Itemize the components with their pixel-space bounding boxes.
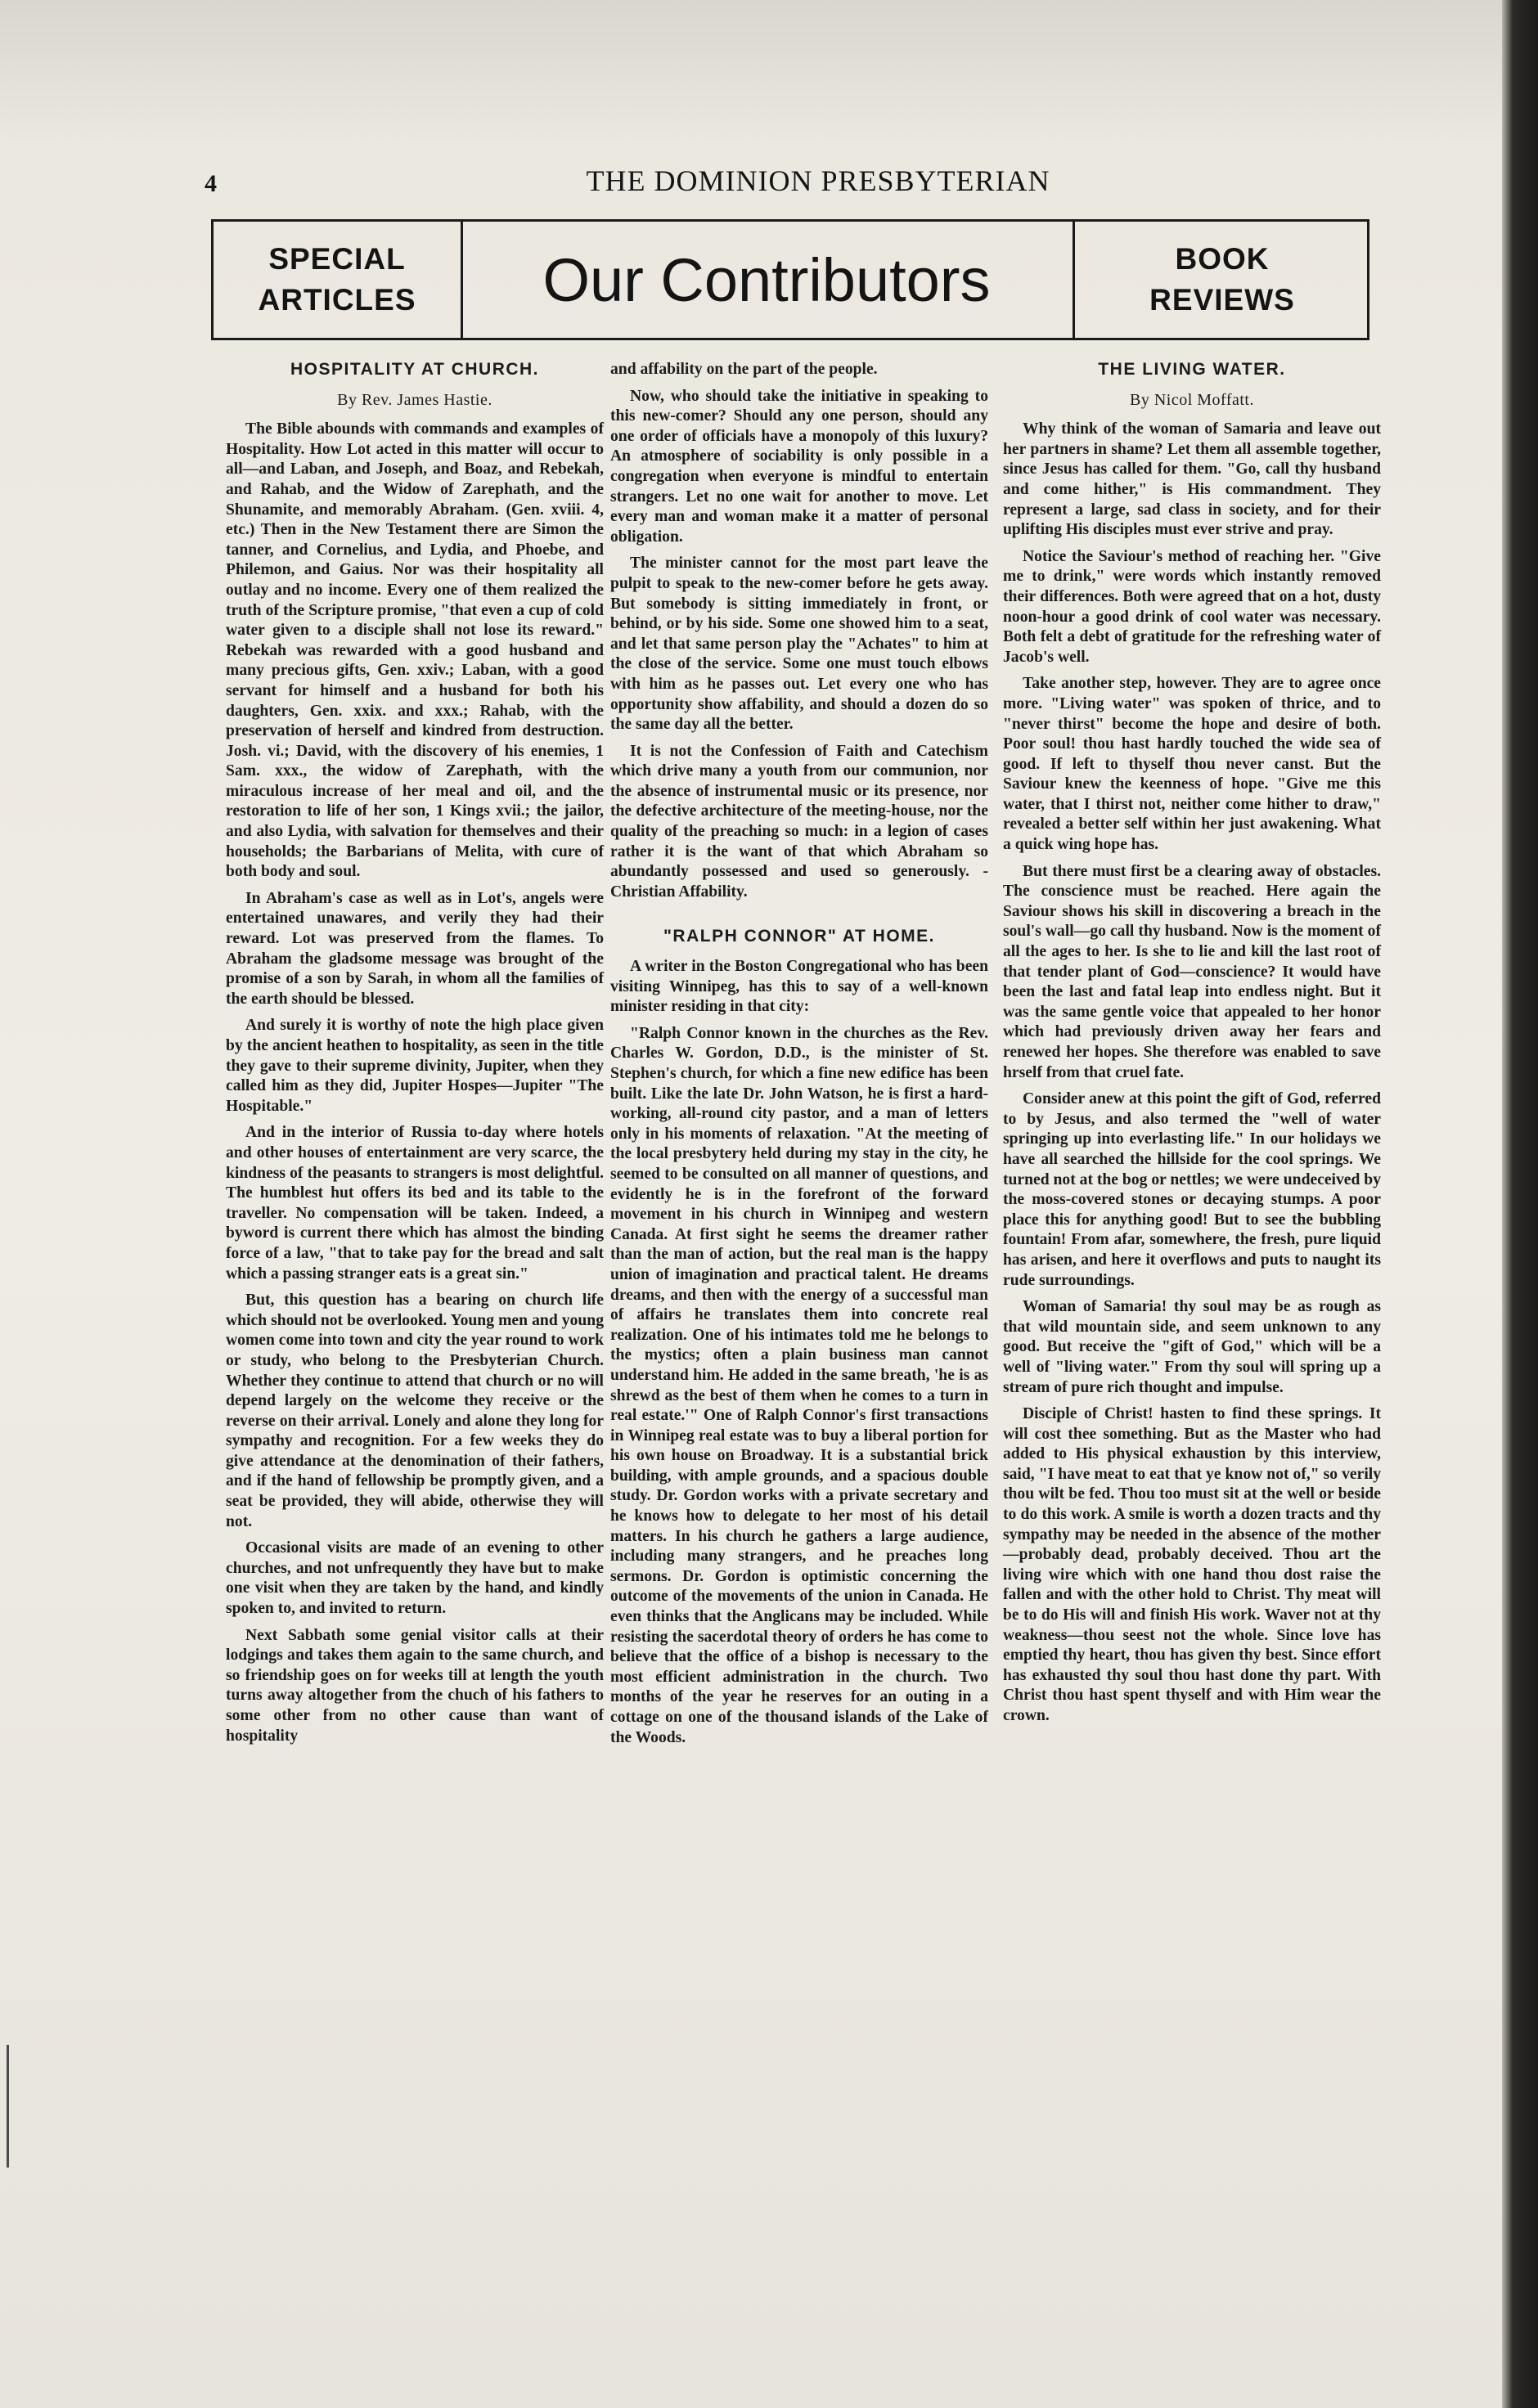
page-number: 4 [205,170,217,197]
banner-left-line1: SPECIAL [268,242,406,276]
article-paragraph: But there must first be a clearing away of obstacles. The conscience must be reached. Here again the Saviour shows his skill in discovering a breach in the soul's wall—go call thy husband. Now is the moment of all the ages to her. Is she to lie and kill the last root of that tender plant of God—conscience? It would have been the last and fatal leap into endless night. But it was the same gentle voice that appealed to her honor which had previously driven away her fears and renewed her hopes. She therefore was enabled to save hrself from that cruel fate. [1003,862,1381,1081]
banner-right-line1: BOOK [1175,242,1270,276]
article-paragraph: "Ralph Connor known in the churches as the Rev. Charles W. Gordon, D.D., is the minister of St. Stephen's church, for which a fine new edifice has been built. Like the late Dr. John Watson, he is first a hard-working, all-round city pastor, and a man of letters only in his moments of relaxation. "At the meeting of the local presbytery held during my stay in the city, he seemed to be consulted on all manner of questions, and evidently he is in the forefront of the forward movement in his church in Winnipeg and western Canada. At first sight he seems the dreamer rather than the man of action, but the real man is the happy union of imagination and practical talent. He dreams dreams, and then with the energy of a successful man of affairs he translates them into concrete real realization. One of his intimates told me he belongs to the mystics; often a plain business man cannot understand him. He added in the same breath, 'he is as shrewd as the best of them when he comes to a turn in real estate.'" One of Ralph Connor's first transactions in Winnipeg real estate was to buy a liberal portion for his own house on Broadway. It is a substantial brick building, with ample grounds, and a spacious double study. Dr. Gordon works with a private secretary and he knows how to delegate to her most of his detail matters. In his church he gathers a large audience, including many strangers, and he preaches long sermons. Dr. Gordon is optimistic concerning the outcome of the movements of the union in Canada. He even thinks that the Anglicans may be included. While resisting the sacerdotal theory of orders he has come to believe that the office of a bishop is necessary to the most efficient administration in the church. Two months of the year he reserves for an outing in a cottage on one of the thousand islands of the Lake of the Woods. [610,1024,988,1746]
article-paragraph: In Abraham's case as well as in Lot's, angels were entertained unawares, and verily they had their reward. Lot was preserved from the flames. To Abraham the gladsome message was brought of the promise of a son by Sarah, in whom all the families of the earth should be blessed. [226,889,604,1008]
article-paragraph: Disciple of Christ! hasten to find these springs. It will cost thee something. But as the Master who had added to His physical exhaustion by this interview, said, "I have meat to eat that ye know not of," so verily thou wilt be fed. Thou too must sit at the well or beside to do this work. A smile is worth a dozen tracts and thy sympathy may be needed in the absence of the mother—probably dead, probably deceived. Thou art the living wire which with one hand thou dost raise the fallen and with the other hold to Christ. Thy meat will be to do His will and finish His work. Waver not at thy weakness—thou seest not the whole. Since love has emptied thy heart, thou has given thy best. Since effort has exhausted thy soul thou hast done thy part. With Christ thou hast spent thyself and with Him wear the crown. [1003,1405,1381,1724]
article-paragraph: Notice the Saviour's method of reaching her. "Give me to drink," were words which instantly removed their differences. Both were agreed that on a hot, dusty noon-hour a good drink of cool water was necessary. Both felt a debt of gratitude for the refreshing water of Jacob's well. [1003,547,1381,666]
banner-left-box [214,222,463,338]
article-paragraph: Why think of the woman of Samaria and leave out her partners in shame? Let them all assemble together, since Jesus has called for them. "Go, call thy husband and come hither," is His commandment. They represent a large, sad class in society, and for their uplifting His disciples must ever strive and pray. [1003,420,1381,539]
article-paragraph: Take another step, however. They are to agree once more. "Living water" was spoken of thrice, and to "never thirst" become the hope and desire of both. Poor soul! thou hast hardly touched the wide sea of good. If left to thyself thou never canst. But the Saviour knew the keenness of hope. "Give me this water, that I thirst not, neither come hither to draw," revealed a better self within her just awakening. What a quick wing hope has. [1003,675,1381,854]
article-paragraph: Next Sabbath some genial visitor calls at their lodgings and takes them again to the same church, and so friendship goes on for weeks till at length the youth turns away altogether from the chuch of his fathers to some other from no other cause than want of hospitality [226,1626,604,1745]
article-paragraph: A writer in the Boston Congregational who has been visiting Winnipeg, has this to say of a well-known minister residing in that city: [610,958,988,1016]
article-paragraph: And surely it is worthy of note the high place given by the ancient heathen to hospitality, as seen in the title they gave to their supreme divinity, Jupiter, when they called him as they did, Jupiter Hospes—Jupiter "The Hospitable." [226,1017,604,1115]
article-title-ralph-connor: "RALPH CONNOR" AT HOME. [663,927,936,946]
article-title-living-water: THE LIVING WATER. [1098,360,1286,379]
running-title: THE DOMINION PRESBYTERIAN [586,164,1050,197]
article-title-hospitality: HOSPITALITY AT CHURCH. [290,360,540,379]
article-paragraph: The minister cannot for the most part leave the pulpit to speak to the new-comer before he gets away. But somebody is sitting immediately in front, or behind, or by his side. Some one showed him to a seat, and let that same person play the "Achates" to him at the close of the service. Some one must touch elbows with him as he passes out. Let every one who has opportunity show affability, and should a dozen do so the same day all the better. [610,555,988,734]
article-paragraph: Consider anew at this point the gift of God, referred to by Jesus, and also termed the "well of water springing up into everlasting life." In our holidays we have all searched the hillside for the cool springs. We turned not at the bog or nettles; we were undeceived by the moss-covered stones or decaying stumps. A poor place this for anything good! But to see the bubbling fountain! From afar, somewhere, the fresh, pure liquid has arisen, and here it overflows and puts to naught its rude surroundings. [1003,1090,1381,1289]
banner-right-line2: REVIEWS [1149,283,1295,317]
article-paragraph: Now, who should take the initiative in speaking to this new-comer? Should any one person, should any one order of officials have a monopoly of this luxury? An atmosphere of sociability is only possible in a congregation when everyone is mindful to entertain strangers. Let no one wait for another to move. Let every man and woman make it a matter of personal obligation. [610,387,988,546]
page-edge-shadow [1502,0,1538,2408]
banner-title: Our Contributors [542,245,991,314]
article-paragraph: The Bible abounds with commands and examples of Hospitality. How Lot acted in this matter will occur to all—and Laban, and Joseph, and Boaz, and Rebekah, and Rahab, and the Widow of Zarephath, and the Shunamite, and memorably Abraham. (Gen. xviii. 4, etc.) Then in the New Testament there are Simon the tanner, and Cornelius, and Lydia, and Phoebe, and Philemon, and Gaius. Nor was their hospitality all outlay and no income. Every one of them realized the truth of the Scripture promise, "that even a cup of cold water given to a disciple shall not lose its reward." Rebekah was rewarded with a good husband and many precious gifts, Gen. xxiv.; Laban, with a good servant for himself and a husband for both his daughters, Gen. xxix. and xxx.; Rahab, with the preservation of herself and kindred from destruction. Josh. vi.; David, with the discovery of his enemies, 1 Sam. xxx., the widow of Zarephath, with the miraculous increase of her meal and oil, and the restoration to life of her son, 1 Kings xvii.; the jailor, and also Lydia, with salvation for themselves and their households; the Barbarians of Melita, with cure of both body and soul. [226,420,604,881]
column-spacer [610,909,988,927]
column-3 [1003,360,1381,1733]
margin-scratch-mark [7,2045,9,2168]
column-2 [610,360,988,1754]
article-paragraph: and affability on the part of the people. [610,361,878,378]
article-paragraph: Occasional visits are made of an evening to other churches, and not unfrequently they have but to make one visit when they are taken by the hand, and kindly spoken to, and invited to return. [226,1539,604,1618]
article-byline-moffatt: By Nicol Moffatt. [1129,390,1254,409]
article-paragraph: It is not the Confession of Faith and Catechism which drive many a youth from our communion, nor the absence of instrumental music or its presence, nor the defective architecture of the meeting-house, nor the quality of the preaching so much: in a legion of cases rather it is the want of that which Abraham so abundantly possessed and used so generously. -Christian Affability. [610,742,988,901]
article-paragraph: But, this question has a bearing on church life which should not be overlooked. Young men and young women come into town and city the year round to work or study, who belong to the Presbyterian Church. Whether they continue to attend that church or no will depend largely on the welcome they receive or the reverse on their arrival. Lonely and alone they long for sympathy and recognition. For a few weeks they do give attendance at the denomination of their fathers, and if the hand of fellowship be promptly given, and a seat be provided, they will abide, otherwise they will not. [226,1292,604,1530]
banner-left-line2: ARTICLES [258,283,416,317]
section-banner [211,219,1369,340]
article-byline-hastie: By Rev. James Hastie. [337,390,492,409]
article-paragraph: And in the interior of Russia to-day where hotels and other houses of entertainment are very scarce, the kindness of the peasants to strangers is most delightful. The humblest hut offers its bed and its table to the traveller. No compensation will be taken. Indeed, a byword is current there which has almost the binding force of a law, "that to take pay for the bread and salt which a passing stranger eats is a great sin." [226,1124,604,1283]
article-paragraph: Woman of Samaria! thy soul may be as rough as that wild mountain side, and seem unknown to any good. But receive the "gift of God," which will be a well of "living water." From thy soul will spring up a stream of pure rich thought and impulse. [1003,1298,1381,1396]
column-1 [226,360,604,1753]
banner-right-box [1073,222,1369,338]
